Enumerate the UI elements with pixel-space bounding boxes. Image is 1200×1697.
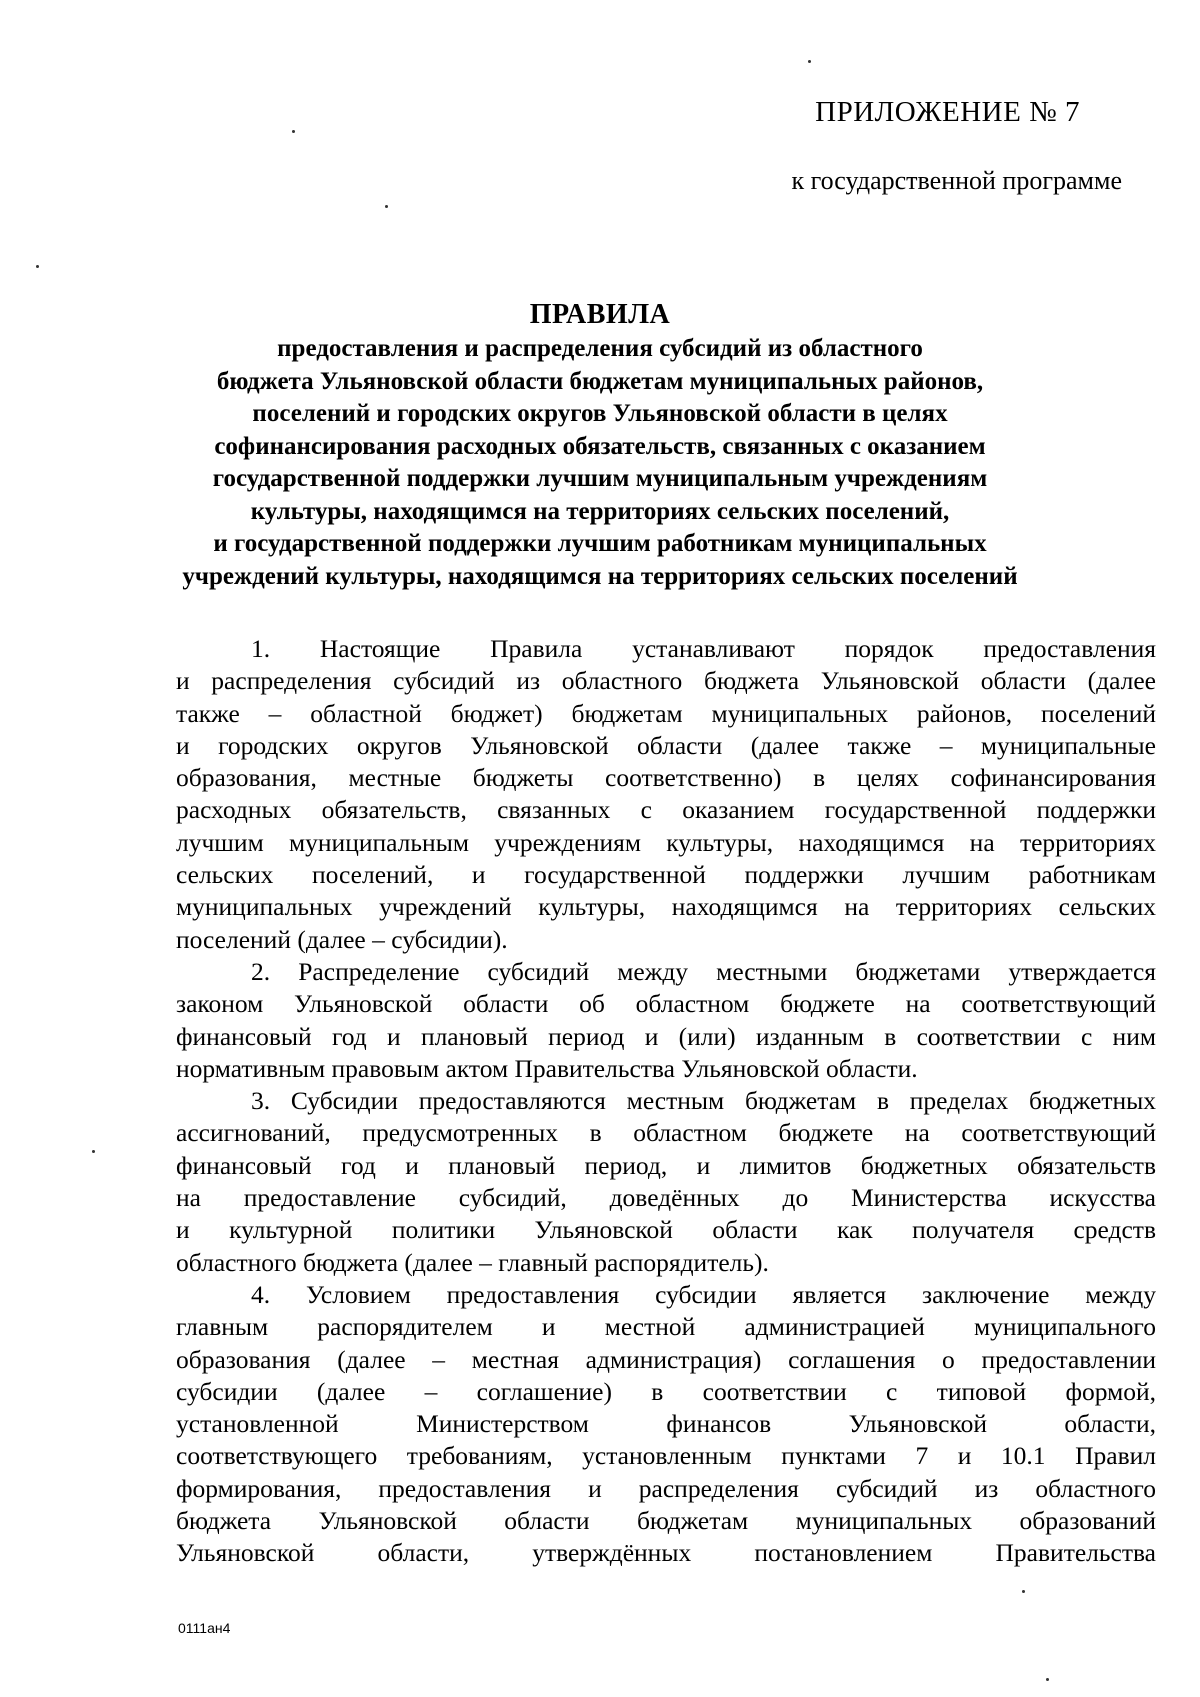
paragraph-2: [176, 956, 1156, 1085]
subtitle-line: государственной поддержки лучшим муниципальным учреждениям: [212, 465, 988, 492]
text-line: также – областной бюджет) бюджетам муниципальных районов, поселений: [176, 698, 1156, 728]
text-line: 2. Распределение субсидий между местными бюджетами утверждается: [251, 956, 1156, 986]
text-line: бюджета Ульяновской области бюджетам муниципальных образований: [176, 1506, 1156, 1536]
scan-speck: [1022, 1590, 1025, 1593]
document-body: [176, 633, 1156, 1570]
text-line: установленной Министерством финансов Ульяновской области,: [176, 1409, 1156, 1439]
scan-speck: [808, 60, 811, 63]
title-block: [150, 297, 1050, 593]
text-line: Ульяновской области, утверждённых постановлением Правительства: [176, 1538, 1156, 1568]
document-subtitle: [150, 333, 1050, 593]
text-line: финансовый год и плановый период, и лимитов бюджетных обязательств: [176, 1150, 1156, 1180]
annex-number: ПРИЛОЖЕНИЕ № 7: [815, 96, 1080, 128]
scan-speck: [92, 1150, 95, 1153]
text-line: лучшим муниципальным учреждениям культуры, находящимся на территориях: [176, 827, 1156, 857]
text-line: и распределения субсидий из областного бюджета Ульяновской области (далее: [176, 666, 1156, 696]
subtitle-line: культуры, находящимся на территориях сельских поселений,: [250, 497, 950, 525]
text-line: соответствующего требованиям, установленным пунктами 7 и 10.1 Правил: [176, 1441, 1156, 1471]
scan-speck: [292, 130, 295, 133]
text-line: муниципальных учреждений культуры, находящимся на территориях сельских: [176, 892, 1156, 922]
text-line: нормативным правовым актом Правительства Ульяновской области.: [176, 1053, 918, 1083]
text-line: поселений (далее – субсидии).: [176, 924, 508, 954]
text-line: главным распорядителем и местной администрацией муниципального: [176, 1312, 1156, 1342]
subtitle-line: учреждений культуры, находящимся на территориях сельских поселений: [182, 562, 1018, 590]
text-line: финансовый год и плановый период и (или) изданным в соответствии с ним: [176, 1021, 1156, 1051]
subtitle-line: бюджета Ульяновской области бюджетам муниципальных районов,: [216, 367, 984, 395]
text-line: и культурной политики Ульяновской области как получателя средств: [176, 1215, 1156, 1245]
paragraph-3: [176, 1085, 1156, 1279]
text-line: законом Ульяновской области об областном бюджете на соответствующий: [176, 989, 1156, 1019]
document-title: ПРАВИЛА: [529, 299, 671, 330]
text-line: областного бюджета (далее – главный распорядитель).: [176, 1247, 769, 1277]
text-line: образования (далее – местная администрация) соглашения о предоставлении: [176, 1344, 1156, 1374]
scan-speck: [36, 265, 39, 268]
paragraph-1: [176, 633, 1156, 956]
text-line: на предоставление субсидий, доведённых до Министерства искусства: [176, 1183, 1156, 1213]
text-line: субсидии (далее – соглашение) в соответствии с типовой формой,: [176, 1376, 1156, 1406]
text-line: 3. Субсидии предоставляются местным бюджетам в пределах бюджетных: [251, 1086, 1156, 1116]
text-line: и городских округов Ульяновской области (далее также – муниципальные: [176, 730, 1156, 760]
text-line: образования, местные бюджеты соответственно) в целях софинансирования: [176, 763, 1156, 793]
text-line: сельских поселений, и государственной поддержки лучшим работникам: [176, 860, 1156, 890]
scan-speck: [1046, 1678, 1049, 1681]
scan-speck: [385, 205, 388, 208]
paragraph-4: [176, 1279, 1156, 1570]
subtitle-line: предоставления и распределения субсидий из областного: [277, 335, 923, 362]
subtitle-line: и государственной поддержки лучшим работникам муниципальных: [213, 530, 987, 557]
text-line: ассигнований, предусмотренных в областном бюджете на соответствующий: [176, 1118, 1156, 1148]
annex-reference: к государственной программе: [791, 166, 1122, 195]
text-line: 1. Настоящие Правила устанавливают порядок предоставления: [251, 634, 1156, 663]
text-line: расходных обязательств, связанных с оказанием государственной поддержки: [176, 795, 1156, 825]
document-code: 0111ан4: [178, 1620, 231, 1636]
text-line: 4. Условием предоставления субсидии является заключение между: [251, 1279, 1156, 1309]
subtitle-line: поселений и городских округов Ульяновской области в целях: [252, 400, 948, 427]
subtitle-line: софинансирования расходных обязательств, связанных с оказанием: [214, 432, 986, 460]
text-line: формирования, предоставления и распределения субсидий из областного: [176, 1473, 1156, 1503]
